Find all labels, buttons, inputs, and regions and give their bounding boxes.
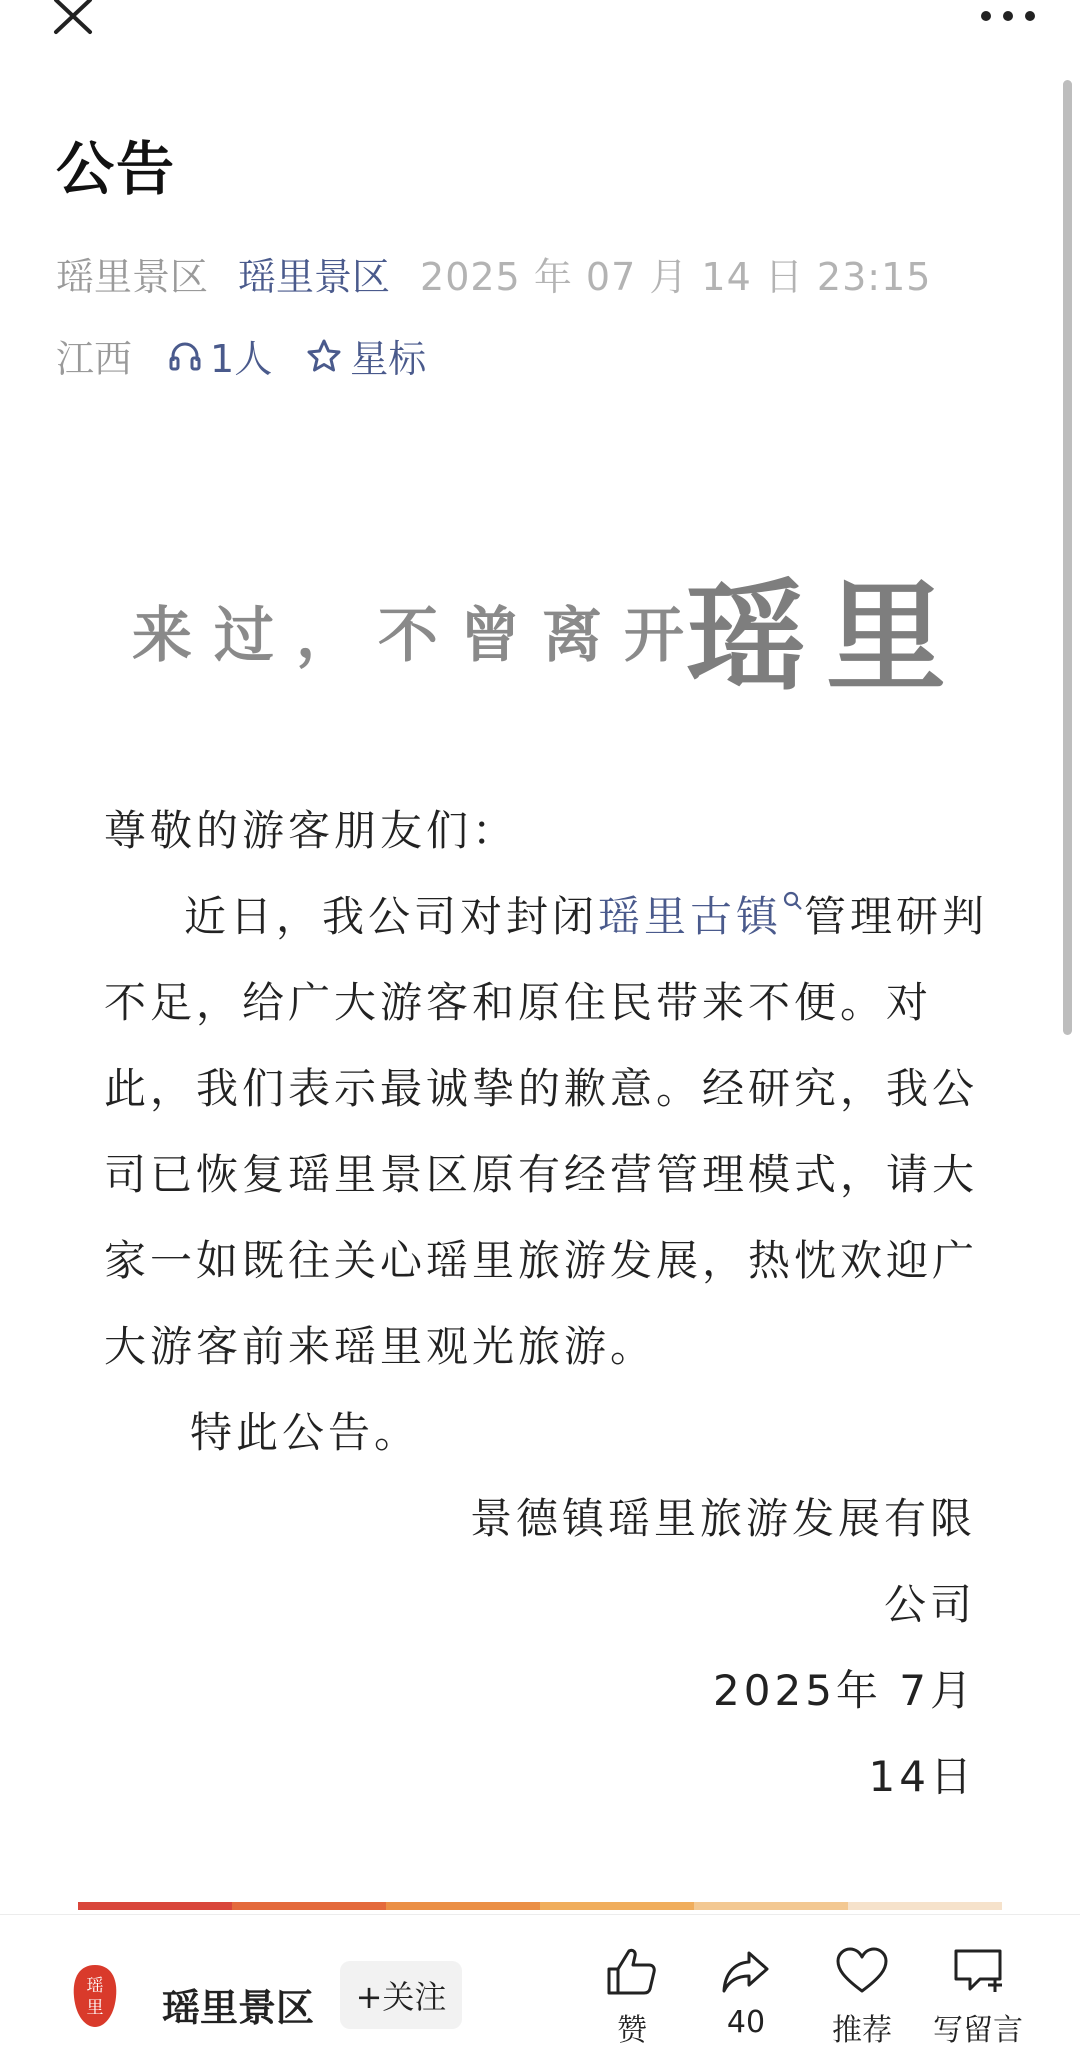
paragraph-line: 大游客前来瑶里观光旅游。 bbox=[104, 1322, 657, 1371]
avatar[interactable] bbox=[70, 1963, 120, 2029]
comment-button[interactable] bbox=[928, 1945, 1028, 2055]
meta-line bbox=[56, 246, 931, 301]
share-icon bbox=[719, 1945, 773, 1999]
recommend-button[interactable] bbox=[812, 1945, 912, 2055]
comment-icon bbox=[950, 1945, 1006, 1999]
page-title: 公告 bbox=[56, 135, 177, 203]
author-name: 瑶里景区 bbox=[56, 255, 209, 299]
region-label: 江西 bbox=[56, 337, 133, 381]
search-link[interactable]: 瑶里古镇 bbox=[598, 892, 783, 941]
star-label: 星标 bbox=[350, 337, 427, 381]
bottom-bar bbox=[0, 1914, 1080, 2060]
paragraph-line: 此，我们表示最诚挚的歉意。经研究，我公 bbox=[104, 1064, 979, 1113]
publish-date: 2025 年 07 月 14 日 23:15 bbox=[420, 255, 932, 299]
banner-slogan: 来过，不曾离开 bbox=[132, 601, 706, 671]
star-icon bbox=[306, 338, 342, 374]
heart-icon bbox=[835, 1945, 889, 1999]
headphones-icon bbox=[168, 339, 202, 373]
progress-segment bbox=[848, 1902, 1002, 1910]
greeting: 尊敬的游客朋友们： bbox=[104, 806, 519, 855]
paragraph-line: 近日，我公司对封闭瑶里古镇 管理研判 bbox=[184, 892, 989, 941]
svg-text:瑶: 瑶 bbox=[86, 1976, 104, 1996]
more-icon[interactable] bbox=[978, 4, 1038, 28]
progress-segment bbox=[78, 1902, 232, 1910]
share-button[interactable] bbox=[696, 1945, 796, 2055]
share-count: 40 bbox=[726, 2005, 766, 2040]
paragraph-line: 不足，给广大游客和原住民带来不便。对 bbox=[104, 978, 933, 1027]
close-icon[interactable] bbox=[52, 0, 96, 40]
progress-segment bbox=[540, 1902, 694, 1910]
signature-line: 公司 bbox=[883, 1580, 976, 1629]
thumbs-up-icon bbox=[605, 1945, 659, 1999]
top-bar bbox=[0, 0, 1080, 60]
follow-button[interactable]: +关注 bbox=[340, 1961, 462, 2029]
account-link[interactable]: 瑶里景区 bbox=[238, 255, 391, 299]
signature-line: 景德镇瑶里旅游发展有限 bbox=[469, 1494, 976, 1543]
paragraph-line: 司已恢复瑶里景区原有经营管理模式，请大 bbox=[104, 1150, 979, 1199]
meta-line-2 bbox=[56, 328, 426, 383]
like-button[interactable] bbox=[582, 1945, 682, 2055]
comment-label: 写留言 bbox=[933, 2013, 1023, 2048]
account-name[interactable]: 瑶里景区 bbox=[162, 1986, 315, 2030]
search-icon[interactable] bbox=[782, 890, 804, 912]
star-button[interactable] bbox=[306, 328, 426, 383]
paragraph-line: 家一如既往关心瑶里旅游发展，热忱欢迎广 bbox=[104, 1236, 979, 1285]
recommend-label: 推荐 bbox=[832, 2013, 892, 2048]
date-line: 2025年 7月 bbox=[713, 1666, 976, 1715]
listen-button[interactable] bbox=[168, 328, 272, 383]
svg-text:里: 里 bbox=[86, 1998, 104, 2018]
progress-segment bbox=[694, 1902, 848, 1910]
listen-count: 1人 bbox=[210, 337, 273, 381]
scrollbar[interactable] bbox=[1063, 80, 1072, 1035]
reading-progress-bar bbox=[78, 1902, 1002, 1910]
closing-line: 特此公告。 bbox=[190, 1408, 421, 1457]
like-label: 赞 bbox=[617, 2013, 647, 2048]
progress-segment bbox=[386, 1902, 540, 1910]
date-line: 14日 bbox=[868, 1752, 976, 1801]
banner-image bbox=[120, 530, 1020, 708]
progress-segment bbox=[232, 1902, 386, 1910]
banner-name: 瑶里 bbox=[686, 567, 966, 708]
